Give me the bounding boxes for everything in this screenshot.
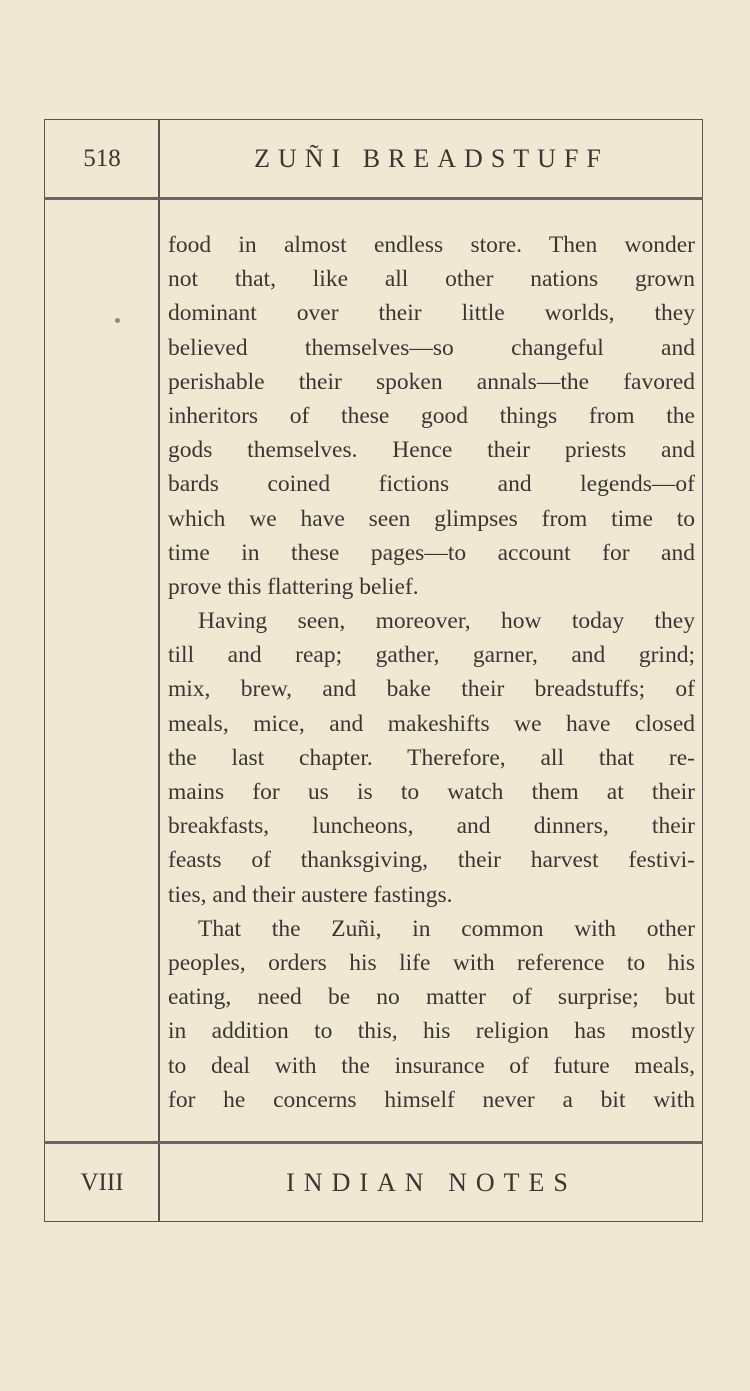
- running-title: ZUÑI BREADSTUFF: [254, 144, 609, 173]
- text-line: for he concerns himself never a bit with: [168, 1086, 695, 1113]
- text-line: feasts of thanksgiving, their harvest festivi-: [168, 847, 695, 874]
- column-divider: [158, 119, 160, 1222]
- text-line: gods themselves. Hence their priests and: [168, 437, 695, 464]
- text-line: believed themselves—so changeful and: [168, 334, 695, 361]
- text-line: eating, need be no matter of surprise; but: [168, 984, 695, 1011]
- text-line: food in almost endless store. Then wonder: [168, 232, 695, 258]
- text-line: mains for us is to watch them at their: [168, 779, 695, 805]
- text-line: which we have seen glimpses from time to: [168, 505, 695, 532]
- text-line: not that, like all other nations grown: [168, 266, 695, 293]
- text-line: That the Zuñi, in common with other: [198, 915, 695, 942]
- text-line: Having seen, moreover, how today they: [198, 608, 695, 635]
- text-line: dominant over their little worlds, they: [168, 300, 695, 327]
- text-line: to deal with the insurance of future meals,: [168, 1052, 695, 1079]
- text-line: peoples, orders his life with reference to his: [168, 949, 695, 976]
- text-line: prove this flattering belief.: [168, 573, 419, 600]
- volume-number: VIII: [80, 1169, 124, 1196]
- body-text: [168, 228, 695, 1117]
- page-number: 518: [83, 145, 121, 172]
- text-line: time in these pages—to account for and: [168, 539, 695, 566]
- text-line: meals, mice, and makeshifts we have closed: [168, 710, 695, 737]
- text-line: ties, and their austere fastings.: [168, 881, 453, 908]
- text-line: breakfasts, luncheons, and dinners, their: [168, 813, 695, 840]
- text-line: perishable their spoken annals—the favored: [168, 368, 695, 395]
- text-line: mix, brew, and bake their breadstuffs; of: [168, 676, 695, 703]
- series-title: INDIAN NOTES: [286, 1168, 577, 1197]
- text-line: in addition to this, his religion has mostly: [168, 1018, 695, 1045]
- text-line: till and reap; gather, garner, and grind;: [168, 642, 695, 669]
- margin-mark: [115, 318, 120, 323]
- text-line: inheritors of these good things from the: [168, 402, 695, 429]
- text-line: bards coined fictions and legends—of: [168, 471, 695, 498]
- text-line: the last chapter. Therefore, all that re-: [168, 744, 695, 771]
